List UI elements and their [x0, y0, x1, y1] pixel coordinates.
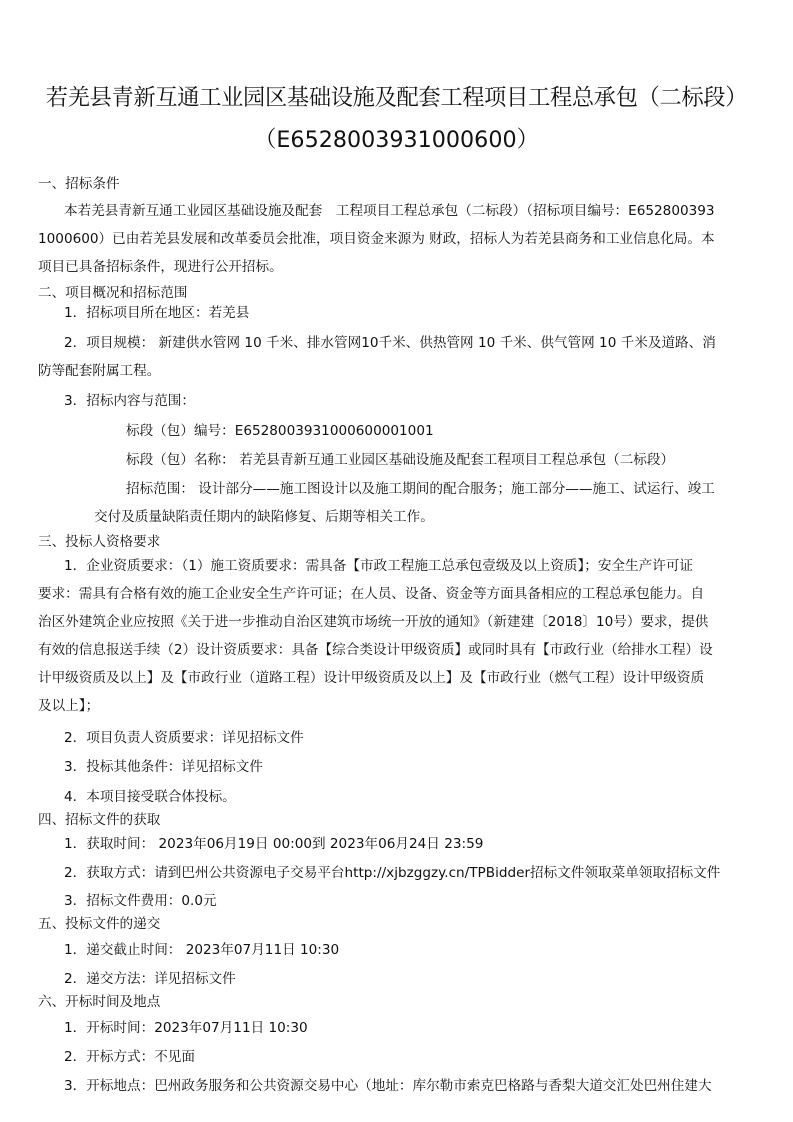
list-item: 1．递交截止时间： 2023年07月11日 10:30 [64, 942, 340, 958]
lot-name: 标段（包）名称： 若羌县青新互通工业园区基础设施及配套工程项目工程总承包（二标段） [126, 452, 675, 468]
paragraph-line: 治区外建筑企业应按照《关于进一步推动自治区建筑市场统一开放的通知》（新建建〔2018〕10号）要求，提供 [38, 614, 709, 630]
list-item: 1．获取时间： 2023年06月19日 00:00到 2023年06月24日 23:59 [64, 836, 484, 852]
section-heading-bid-opening: 六、开标时间及地点 [38, 994, 161, 1010]
paragraph-line: 要求：需具有合格有效的施工企业安全生产许可证；在人员、设备、资金等方面具备相应的工程总承包能力。自 [38, 586, 705, 602]
list-item: 2．项目负责人资质要求：详见招标文件 [64, 730, 304, 746]
list-item: 2．开标方式：不见面 [64, 1049, 195, 1065]
list-item: 4．本项目接受联合体投标。 [64, 789, 236, 805]
paragraph-line: 1000600）已由若羌县发展和改革委员会批准，项目资金来源为 财政，招标人为若羌县商务和工业信息化局。本 [38, 231, 715, 247]
list-item-continuation: 防等配套附属工程。 [38, 363, 161, 379]
paragraph-line: 有效的信息报送手续（2）设计资质要求：具备【综合类设计甲级资质】或同时具有【市政行业（给排水工程）设 [38, 642, 713, 658]
paragraph-line: 计甲级资质及以上】及【市政行业（道路工程）设计甲级资质及以上】及【市政行业（燃气工程）设计甲级资质 [38, 670, 705, 686]
document-title: 若羌县青新互通工业园区基础设施及配套工程项目工程总承包（二标段） [45, 85, 748, 111]
list-item: 3．投标其他条件：详见招标文件 [64, 759, 263, 775]
tender-scope: 招标范围： 设计部分——施工图设计以及施工期间的配合服务；施工部分——施工、试运行、竣工 [126, 481, 715, 497]
list-item: 2．项目规模： 新建供水管网 10 千米、排水管网10千米、供热管网 10 千米、供气管网 10 千米及道路、消 [64, 335, 716, 351]
lot-code: 标段（包）编号：E6528003931000600001001 [126, 423, 434, 439]
document-title-project-code: （E6528003931000600） [254, 127, 539, 153]
list-item: 1．招标项目所在地区：若羌县 [64, 305, 250, 321]
section-heading-project-overview: 二、项目概况和招标范围 [38, 285, 188, 301]
section-heading-tender-conditions: 一、招标条件 [38, 176, 120, 192]
section-heading-bid-submission: 五、投标文件的递交 [38, 916, 161, 932]
section-heading-bidder-qualifications: 三、投标人资格要求 [38, 534, 161, 550]
list-item: 2．获取方式：请到巴州公共资源电子交易平台http://xjbzggzy.cn/TPBidder招标文件领取菜单领取招标文件 [64, 865, 721, 881]
paragraph-line: 项目已具备招标条件，现进行公开招标。 [38, 259, 283, 275]
list-item: 3．招标内容与范围： [64, 393, 195, 409]
paragraph-line: 1．企业资质要求：（1）施工资质要求：需具备【市政工程施工总承包壹级及以上资质】；安全生产许可证 [64, 558, 694, 574]
tender-scope-continuation: 交付及质量缺陷责任期内的缺陷修复、后期等相关工作。 [94, 509, 434, 525]
list-item: 1．开标时间：2023年07月11日 10:30 [64, 1020, 308, 1036]
list-item: 2．递交方法：详见招标文件 [64, 971, 236, 987]
paragraph-line: 本若羌县青新互通工业园区基础设施及配套 工程项目工程总承包（二标段）（招标项目编号：E652800393 [64, 203, 715, 219]
list-item: 3．招标文件费用：0.0元 [64, 893, 217, 909]
section-heading-obtain-documents: 四、招标文件的获取 [38, 812, 161, 828]
paragraph-line: 及以上】； [38, 698, 100, 714]
list-item: 3．开标地点：巴州政务服务和公共资源交易中心（地址：库尔勒市索克巴格路与香梨大道交汇处巴州住建大 [64, 1078, 712, 1094]
